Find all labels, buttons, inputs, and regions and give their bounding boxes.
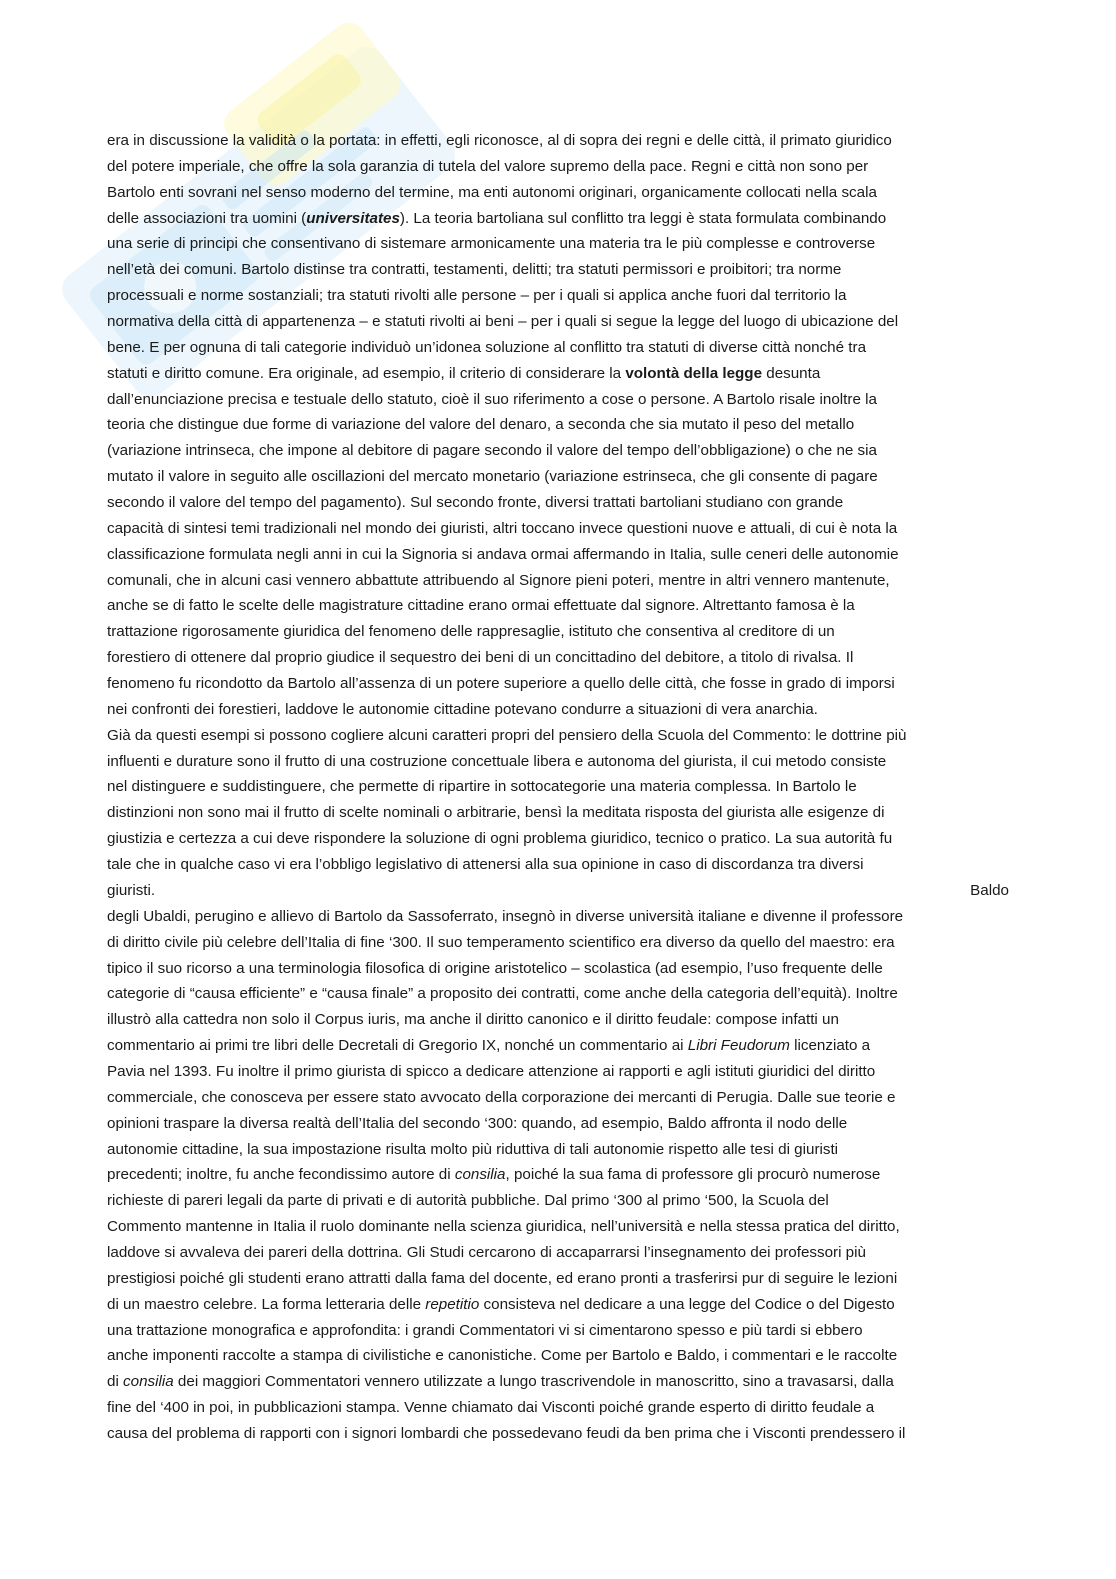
text-run: una trattazione monografica e approfondita: i grandi Commentatori vi si cimentarono spesso e più tardi si ebbero [107, 1321, 863, 1339]
text-line [107, 257, 1009, 283]
text-line [107, 154, 1009, 180]
text-run: giuristi. [107, 881, 156, 899]
text-line [107, 1395, 1009, 1421]
text-run: opinioni traspare la diversa realtà dell’Italia del secondo ‘300: quando, ad esempio, Baldo affronta il nodo delle [107, 1114, 848, 1132]
text-run: di un maestro celebre. La forma letteraria delle [107, 1295, 426, 1313]
text-run: Già da questi esempi si possono cogliere alcuni caratteri propri del pensiero della Scuola del Commento: le dottrine più [107, 726, 907, 744]
bold-term: volontà della legge [625, 364, 763, 382]
text-run: causa del problema di rapporti con i signori lombardi che possedevano feudi da ben prima che i Visconti prendessero il [107, 1424, 906, 1442]
text-line [107, 1033, 1009, 1059]
text-line [107, 1343, 1009, 1369]
text-line [107, 1188, 1009, 1214]
text-line [107, 361, 1009, 387]
text-line [107, 309, 1009, 335]
text-run: consisteva nel dedicare a una legge del Codice o del Digesto [479, 1295, 895, 1313]
text-run: degli Ubaldi, perugino e allievo di Bartolo da Sassoferrato, insegnò in diverse università italiane e divenne il professore [107, 907, 904, 925]
text-run: mutato il valore in seguito alle oscillazioni del mercato monetario (variazione estrinseca, che gli consente di pagare [107, 468, 878, 486]
text-line [107, 593, 1009, 619]
text-run: Baldo [970, 881, 1009, 899]
text-run: trattazione rigorosamente giuridica del fenomeno delle rappresaglie, istituto che consentiva al creditore di un [107, 623, 835, 641]
italic-term: consilia [454, 1166, 506, 1184]
text-run: (variazione intrinseca, che impone al debitore di pagare secondo il valore del tempo dell’obbligazione) o che ne sia [107, 442, 877, 460]
text-run: illustrò alla cattedra non solo il Corpus iuris, ma anche il diritto canonico e il diritto feudale: compose infatti un [107, 1011, 839, 1029]
text-line [107, 619, 1009, 645]
text-line [107, 1292, 1009, 1318]
text-run: forestiero di ottenere dal proprio giudice il sequestro dei beni di un concittadino del debitore, a titolo di rivalsa. Il [107, 649, 854, 667]
text-line [107, 981, 1009, 1007]
text-line [107, 645, 1009, 671]
text-line [107, 283, 1009, 309]
text-run: autonomie cittadine, la sua impostazione risulta molto più riduttiva di tali autonomie rispetto alle tesi di giuristi [107, 1140, 839, 1158]
text-run: Commento mantenne in Italia il ruolo dominante nella scienza giuridica, nell’università e nella stessa pratica del diritto, [107, 1218, 900, 1236]
text-run: teoria che distingue due forme di variazione del valore del denaro, a seconda che sia mutato il peso del metallo [107, 416, 855, 434]
text-line [107, 438, 1009, 464]
text-run: classificazione formulata negli anni in cui la Signoria si andava ormai affermando in Italia, sulle ceneri delle autonomie [107, 545, 899, 563]
text-run: desunta [762, 364, 821, 382]
text-line [107, 1266, 1009, 1292]
text-run: nel distinguere e suddistinguere, che permette di ripartire in sottocategorie una materia complessa. In Bartolo le [107, 778, 857, 796]
text-line [107, 464, 1009, 490]
text-run: comunali, che in alcuni casi vennero abbattute attribuendo al Signore pieni poteri, mentre in altri vennero mantenute, [107, 571, 890, 589]
text-line [107, 671, 1009, 697]
text-run: di diritto civile più celebre dell’Italia di fine ‘300. Il suo temperamento scientifico era diverso da quello del maestro: era [107, 933, 895, 951]
text-run: dall’enunciazione precisa e testuale dello statuto, cioè il suo riferimento a cose o persone. A Bartolo risale inoltre la [107, 390, 877, 408]
text-run: richieste di pareri legali da parte di privati e di autorità pubbliche. Dal primo ‘300 al primo ‘500, la Scuola del [107, 1192, 829, 1210]
text-run: tipico il suo ricorso a una terminologia filosofica di origine aristotelico – scolastica (ad esempio, l’uso frequente delle [107, 959, 883, 977]
text-line [107, 180, 1009, 206]
text-run: anche se di fatto le scelte delle magistrature cittadine erano ormai effettuate dal signore. Altrettanto famosa è la [107, 597, 855, 615]
text-line [107, 774, 1009, 800]
text-run: di [107, 1373, 124, 1391]
text-run: licenziato a [789, 1037, 871, 1055]
text-run: commentario ai primi tre libri delle Decretali di Gregorio IX, nonché un commentario ai [107, 1037, 688, 1055]
text-run: Pavia nel 1393. Fu inoltre il primo giurista di spicco a dedicare attenzione ai rapporti e agli istituti giuridici del diritto [107, 1062, 876, 1080]
text-line [107, 1369, 1009, 1395]
italic-term: consilia [123, 1373, 174, 1391]
text-line [107, 956, 1009, 982]
text-line [107, 231, 1009, 257]
text-run: secondo il valore del tempo del pagamento). Sul secondo fronte, diversi trattati bartoliani studiano con grande [107, 494, 844, 512]
text-line [107, 826, 1009, 852]
italic-term: universitates [306, 209, 400, 227]
text-line [107, 852, 1009, 878]
text-run: processuali e norme sostanziali; tra statuti rivolti alle persone – per i quali si applica anche fuori dal territorio la [107, 287, 847, 305]
text-run: statuti e diritto comune. Era originale, ad esempio, il criterio di considerare la [107, 364, 626, 382]
text-line [107, 723, 1009, 749]
text-line [107, 878, 1009, 904]
text-line [107, 490, 1009, 516]
text-run: era in discussione la validità o la portata: in effetti, egli riconosce, al di sopra dei regni e delle città, il primato giuridico [107, 132, 892, 149]
text-run: , poiché la sua fama di professore gli procurò numerose [505, 1166, 881, 1184]
text-line [107, 206, 1009, 232]
text-line [107, 412, 1009, 438]
text-line [107, 1240, 1009, 1266]
text-run: giustizia e certezza a cui deve rispondere la soluzione di ogni problema giuridico, tecnico o pratico. La sua autorità fu [107, 830, 893, 848]
text-line [107, 930, 1009, 956]
text-line [107, 1421, 1009, 1447]
text-line [107, 516, 1009, 542]
text-line [107, 1111, 1009, 1137]
text-line [107, 128, 1009, 154]
text-run: Bartolo enti sovrani nel senso moderno del termine, ma enti autonomi originari, organicamente collocati nella scala [107, 183, 877, 201]
text-line [107, 335, 1009, 361]
text-run: fenomeno fu ricondotto da Bartolo all’assenza di un potere superiore a quello delle città, che fosse in grado di imporsi [107, 675, 895, 693]
text-run: dei maggiori Commentatori vennero utilizzate a lungo trascrivendole in manoscritto, sino a travasarsi, dalla [173, 1373, 894, 1391]
text-run: precedenti; inoltre, fu anche fecondissimo autore di [107, 1166, 455, 1184]
text-run: commerciale, che conosceva per essere stato avvocato della corporazione dei mercanti di Perugia. Dalle sue teorie e [107, 1088, 896, 1106]
text-line [107, 749, 1009, 775]
text-line [107, 568, 1009, 594]
text-run: nei confronti dei forestieri, laddove le autonomie cittadine potevano condurre a situazioni di vera anarchia. [107, 700, 818, 718]
text-line [107, 542, 1009, 568]
text-run: prestigiosi poiché gli studenti erano attratti dalla fama del docente, ed erano pronti a trasferirsi pur di seguire le lezioni [107, 1269, 898, 1287]
text-run: fine del ‘400 in poi, in pubblicazioni stampa. Venne chiamato dai Visconti poiché grande esperto di diritto feudale a [107, 1399, 875, 1417]
text-line [107, 904, 1009, 930]
text-run: delle associazioni tra uomini ( [107, 209, 307, 227]
text-run: capacità di sintesi temi tradizionali nel mondo dei giuristi, altri toccano invece questioni nuove e attuali, di cui è nota la [107, 519, 898, 537]
text-line [107, 1214, 1009, 1240]
italic-term: Libri Feudorum [687, 1037, 790, 1055]
text-line [107, 697, 1009, 723]
text-run: normativa della città di appartenenza – e statuti rivolti ai beni – per i quali si segue la legge del luogo di ubicazione del [107, 313, 899, 331]
text-run: categorie di “causa efficiente” e “causa finale” a proposito dei contratti, come anche della categoria dell’equità). Inoltre [107, 985, 898, 1003]
text-run: bene. E per ognuna di tali categorie individuò un’idonea soluzione al conflitto tra statuti di diverse città nonché tra [107, 338, 867, 356]
text-run: del potere imperiale, che offre la sola garanzia di tutela del valore supremo della pace. Regni e città non sono per [107, 157, 869, 175]
document-body-text [107, 128, 1009, 1447]
text-line [107, 1318, 1009, 1344]
text-run: ). La teoria bartoliana sul conflitto tra leggi è stata formulata combinando [399, 209, 887, 227]
text-run: influenti e durature sono il frutto di una costruzione concettuale libera e autonoma del giurista, il cui metodo consiste [107, 752, 887, 770]
text-run: anche imponenti raccolte a stampa di civilistiche e canonistiche. Come per Bartolo e Baldo, i commentari e le raccolte [107, 1347, 898, 1365]
text-line [107, 1007, 1009, 1033]
italic-term: repetitio [425, 1295, 480, 1313]
text-run: distinzioni non sono mai il frutto di scelte nominali o arbitrarie, bensì la meditata risposta del giurista alle esigenze di [107, 804, 885, 822]
text-line [107, 387, 1009, 413]
text-line [107, 1162, 1009, 1188]
text-line [107, 1085, 1009, 1111]
text-run: tale che in qualche caso vi era l’obbligo legislativo di attenersi alla sua opinione in caso di discordanza tra diversi [107, 856, 864, 874]
text-run: laddove si avvaleva dei pareri della dottrina. Gli Studi cercarono di accaparrarsi l’insegnamento dei professori più [107, 1243, 866, 1261]
text-line [107, 1059, 1009, 1085]
text-run: nell’età dei comuni. Bartolo distinse tra contratti, testamenti, delitti; tra statuti permissori e proibitori; tra norme [107, 261, 842, 279]
text-run: una serie di principi che consentivano di sistemare armonicamente una materia tra le più complesse e controverse [107, 235, 876, 253]
text-line [107, 1137, 1009, 1163]
text-line [107, 800, 1009, 826]
